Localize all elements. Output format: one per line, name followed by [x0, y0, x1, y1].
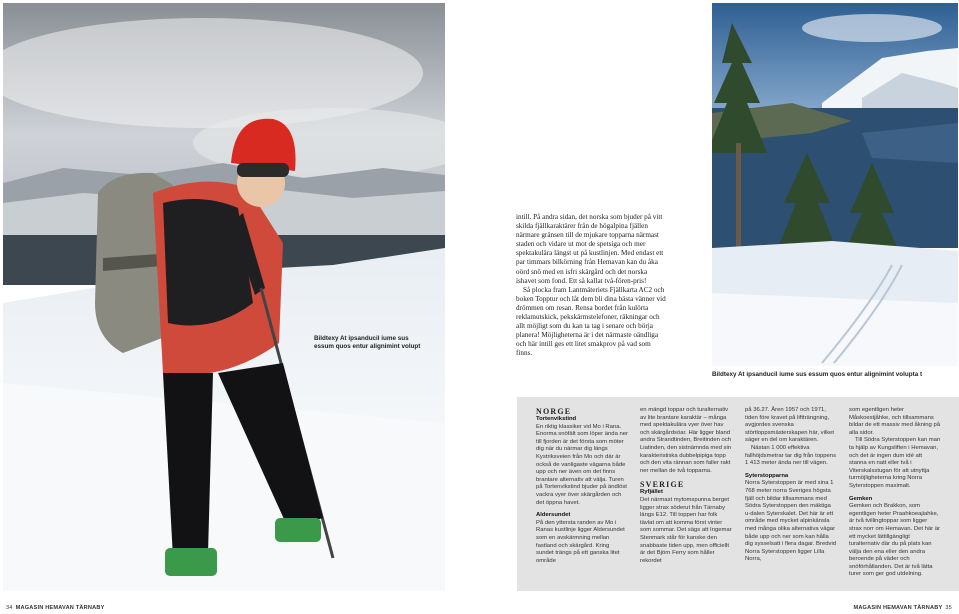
page-number-left: 34	[6, 605, 13, 611]
tour-text: På den yttersta randen av Mo i Ranas kustlinje ligger Aldersundet som en avskärmning mellan fastland och skärgård. Kring sundet trängs på ett ganska litet område	[536, 519, 625, 564]
photo-fjord-illustration	[712, 3, 958, 366]
body-paragraph: Så plocka fram Lantmäteriets Fjällkarta AC2 och boken Topptur och låt dem bli dina bästa vänner vid drömmen om resan. Rensa bordet från kulörta reklamutskick, pekskärmstelefoner, räkningar och allt möjligt som du kan ta tag i senare och börja planera! Möjligheterna är i det närmaste oändliga och här intill ges ett litet smakprov på vad som finns.	[516, 285, 666, 358]
footer-right-text: MAGASIN HEMAVAN TÄRNABY	[853, 605, 943, 611]
tour-text: Nästan 1 000 effektiva fallhöjdsmetrar tar dig från toppens 1 413 meter ända ner till vägen.	[745, 444, 837, 467]
region-heading: NORGE	[536, 407, 572, 416]
article-body	[516, 213, 668, 359]
tour-text: Till Södra Syterstoppen kan man ta hjälp av Kungsliften i Hemavan, och det är ingen dum idé att stanna en natt eller två i Viterskalsstugan för att utnyttja turmöjligheterna kring Norra Syterstoppen maximalt.	[849, 437, 941, 489]
tour-text: på 36.27. Åren 1957 och 1971, tiden före kravet på liftträngning, avgjordes svenska störtloppsmästerskapen här, vilket säger en del om karaktären.	[745, 407, 835, 444]
tour-heading: Aldersundet	[536, 512, 571, 519]
factbox-tours	[517, 397, 959, 591]
caption-right-photo: Bildtexy At ipsanducil iume sus essum quos entur alignimint volupta t	[712, 371, 923, 378]
tour-heading: Gemken	[849, 495, 873, 502]
tour-text: som egentligen heter Måskoestjåhke, och tillsammans bildar de ett massiv med åkning på alla sidor.	[849, 407, 941, 436]
tour-text: Gemken och Brakkon, som egentligen heter Praahkoeajiahke, är två tvillingtoppar som ligger strax norr om Hemavan. Det här är ett mycket lättillgängligt turalternativ där du på plats kan välja den ena eller den andra beroende på väder och snöförhållanden. Det är två lätta turer som ger god utdelning.	[849, 503, 941, 578]
footer-right	[853, 605, 955, 611]
factbox-column	[640, 407, 732, 565]
photo-fjord	[712, 3, 958, 366]
caption-left-photo: Bildtexy At ipsanducil iume sus essum quos entur alignimint volupt	[314, 335, 421, 350]
tour-text: Det närmast mytomspunna berget ligger strax söderut från Tärnaby längs E12. Till toppen har folk tävlat om att komma först vinter som sommar. Det sägs att Ingemar Stenmark står för kanske den snabbaste tiden upp, men officiellt är det Björn Ferry som håller rekordet	[640, 496, 732, 564]
tour-heading: Tortenvikstind	[536, 416, 577, 422]
tour-heading: Syterstopparna	[745, 472, 789, 479]
tour-text: en mängd toppar och turalternativ av lite brantare karaktär – många med spektakulära vyer över hav och skärgårdsöar. Här ligger bland andra Strandtinden, Breitinden och Liatinden, den sistnämnda med sin karakteristiska dubbelpipiga topp och den vita rännan som faller rakt ner mellan de två topparna.	[640, 407, 732, 474]
tour-text: Norra Syterstoppen är med sina 1 768 meter norra Sveriges högsta fjäll och bildar tillsammans med Södra Syterstoppen den mäktiga u-dalen Syterskalet. Det här är ett område med mycket alpinkänsla med många olika alternativa vägar både upp och ner som kan hålla dig sysselsatt i flera dagar. Bredvid Norra Syterstoppen ligger Lilla Norra,	[745, 480, 837, 563]
footer-left	[3, 605, 105, 611]
photo-skier	[3, 3, 445, 591]
factbox-column	[745, 407, 837, 564]
body-paragraph: intill. På andra sidan, det norska som bjuder på vitt skilda fjällkaraktärer från de högalpina fjällen närmare gränsen till de mjukare topparna närmast staden och vidare ut mot de spetsiga och mer spektakulära längst ut på kustlinjen. Med endast ett par timmars bilkörning från Hemavan kan du åka oörd snö med en isfri skärgård och det norska ishavet som fond. Ett så kallat två-fören-pris!	[516, 213, 664, 285]
tour-heading: Ryfjället	[640, 489, 663, 496]
photo-skier-illustration	[3, 3, 445, 591]
factbox-column	[849, 407, 941, 579]
factbox-column	[536, 407, 628, 565]
tour-text: En riktig klassiker vid Mo i Rana. Enorma snöfält som löper ända ner till fjorden är det första som möter dig när du närmar dig längs Kystriksveien från Mo och där är också de vanligaste vägarna både upp och ner även om det finns brantare alternativ att välja. Turen på Tortenvikstind bjuder på ändlöst vackra vyer över skärgården och det öppna havet.	[536, 423, 629, 506]
region-heading: SVERIGE	[640, 480, 685, 490]
page-number-right: 35	[945, 605, 952, 611]
footer-left-text: MAGASIN HEMAVAN TÄRNABY	[15, 605, 105, 611]
